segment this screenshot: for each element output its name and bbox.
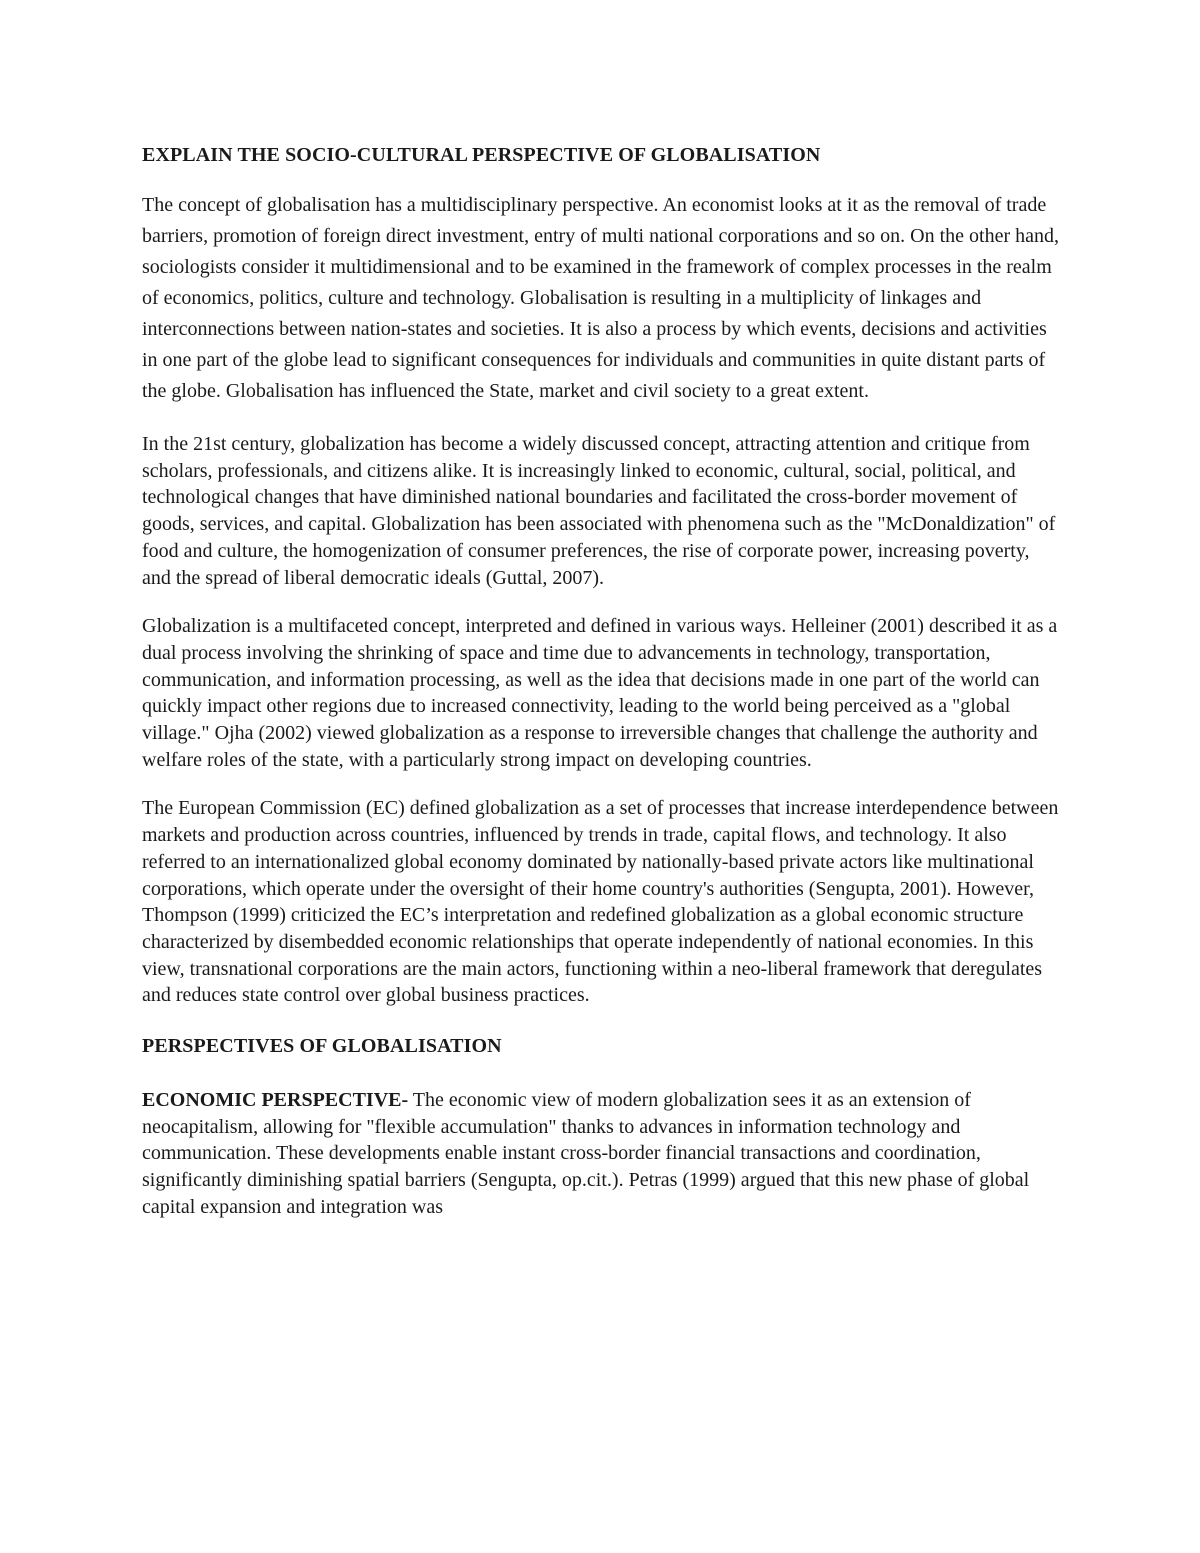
document-title: EXPLAIN THE SOCIO-CULTURAL PERSPECTIVE OF GLOBALISATION [142,144,821,166]
economic-text: The economic view of modern globalization sees it as an extension of neocapitalism, allowing for "flexible accumulation" thanks to advances in information technology and communication. These developments enable instant cross-border financial transactions and coordination, significantly diminishing spatial barriers (Sengupta, op.cit.). Petras (1999) argued that this new phase of global capital expansion and integration was [142,1089,1030,1218]
paragraph-european-commission: The European Commission (EC) defined globalization as a set of processes that increase interdependence between markets and production across countries, influenced by trends in trade, capital flows, and technology. It also referred to an internationalized global economy dominated by nationally-based private actors like multinational corporations, which operate under the oversight of their home country's authorities (Sengupta, 2001). However, Thompson (1999) criticized the EC’s interpretation and redefined globalization as a global economic structure characterized by disembedded economic relationships that operate independently of national economies. In this view, transnational corporations are the main actors, functioning within a neo-liberal framework that deregulates and reduces state control over global business practices. [142,797,1059,1007]
section-heading: PERSPECTIVES OF GLOBALISATION [142,1035,502,1058]
paragraph-21st-century: In the 21st century, globalization has become a widely discussed concept, attracting attention and critique from scholars, professionals, and citizens alike. It is increasingly linked to economic, cultural, social, political, and technological changes that have diminished national boundaries and facilitated the cross-border movement of goods, services, and capital. Globalization has been associated with phenomena such as the "McDonaldization" of food and culture, the homogenization of consumer preferences, the rise of corporate power, increasing poverty, and the spread of liberal democratic ideals (Guttal, 2007). [142,433,1056,589]
economic-lead: ECONOMIC PERSPECTIVE- [142,1089,409,1112]
document-page [142,140,1062,1221]
paragraph-intro: The concept of globalisation has a multidisciplinary perspective. An economist looks at it as the removal of trade barriers, promotion of foreign direct investment, entry of multi national corporations and so on. On the other hand, sociologists consider it multidimensional and to be examined in the framework of complex processes in the realm of economics, politics, culture and technology. Globalisation is resulting in a multiplicity of linkages and interconnections between nation-states and societies. It is also a process by which events, decisions and activities in one part of the globe lead to significant consequences for individuals and communities in quite distant parts of the globe. Globalisation has influenced the State, market and civil society to a great extent. [142,194,1059,402]
paragraph-economic-perspective [142,1087,1062,1221]
paragraph-multifaceted: Globalization is a multifaceted concept, interpreted and defined in various ways. Helleiner (2001) described it as a dual process involving the shrinking of space and time due to advancements in technology, transportation, communication, and information processing, as well as the idea that decisions made in one part of the world can quickly impact other regions due to increased connectivity, leading to the world being perceived as a "global village." Ojha (2002) viewed globalization as a response to irreversible changes that challenge the authority and welfare roles of the state, with a particularly strong impact on developing countries. [142,615,1058,771]
